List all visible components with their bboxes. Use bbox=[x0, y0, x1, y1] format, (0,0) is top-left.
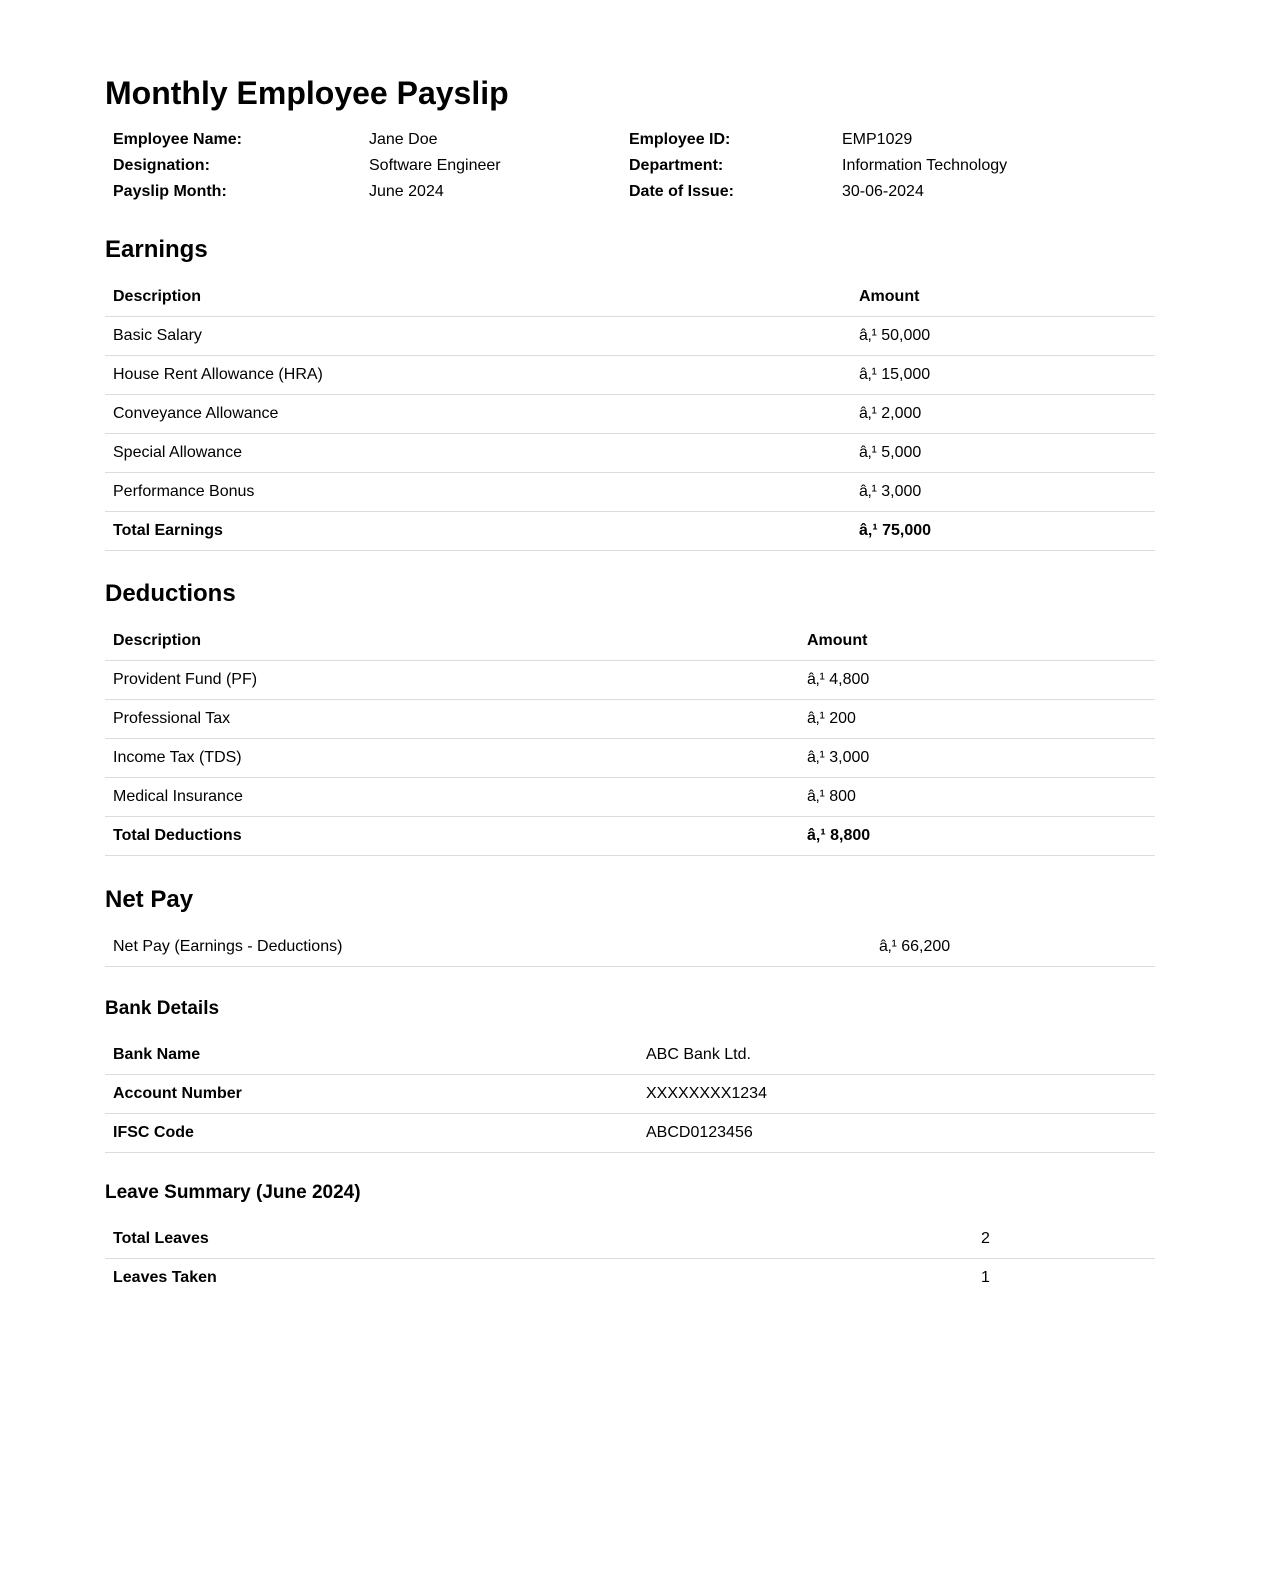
table-row bbox=[105, 739, 1155, 778]
employee-id-label: Employee ID: bbox=[629, 131, 731, 148]
row-amount: â‚¹ 800 bbox=[807, 788, 856, 805]
net-pay-heading: Net Pay bbox=[105, 886, 194, 913]
account-number-value: XXXXXXXX1234 bbox=[646, 1085, 767, 1102]
row-amount: â‚¹ 3,000 bbox=[807, 749, 870, 766]
total-leaves-label: Total Leaves bbox=[113, 1230, 209, 1247]
amount-header: Amount bbox=[807, 632, 868, 649]
info-row bbox=[105, 128, 1155, 154]
bank-name-label: Bank Name bbox=[113, 1046, 201, 1063]
total-deductions-label: Total Deductions bbox=[113, 827, 242, 844]
employee-name-label: Employee Name: bbox=[113, 131, 242, 148]
designation-value: Software Engineer bbox=[369, 157, 501, 174]
date-of-issue-value: 30-06-2024 bbox=[842, 183, 924, 200]
table-header-row bbox=[105, 278, 1155, 317]
table-row bbox=[105, 1075, 1155, 1114]
payslip-month-value: June 2024 bbox=[369, 183, 444, 200]
bank-name-value: ABC Bank Ltd. bbox=[646, 1046, 751, 1063]
leave-summary-table bbox=[105, 1220, 1155, 1298]
total-row bbox=[105, 512, 1155, 551]
page-title: Monthly Employee Payslip bbox=[105, 75, 509, 111]
description-header: Description bbox=[113, 288, 202, 305]
row-amount: â‚¹ 2,000 bbox=[859, 405, 922, 422]
earnings-table bbox=[105, 278, 1155, 551]
department-label: Department: bbox=[629, 157, 724, 174]
bank-details-heading: Bank Details bbox=[105, 998, 220, 1019]
total-leaves-value: 2 bbox=[981, 1230, 990, 1247]
table-row bbox=[105, 356, 1155, 395]
row-amount: â‚¹ 50,000 bbox=[859, 327, 931, 344]
row-description: Special Allowance bbox=[113, 444, 242, 461]
department-value: Information Technology bbox=[842, 157, 1008, 174]
employee-name-value: Jane Doe bbox=[369, 131, 438, 148]
row-description: House Rent Allowance (HRA) bbox=[113, 366, 323, 383]
table-row bbox=[105, 1036, 1155, 1075]
amount-header: Amount bbox=[859, 288, 920, 305]
row-description: Conveyance Allowance bbox=[113, 405, 279, 422]
deductions-table bbox=[105, 622, 1155, 856]
leave-summary-heading: Leave Summary (June 2024) bbox=[105, 1182, 361, 1203]
earnings-heading: Earnings bbox=[105, 236, 208, 263]
total-earnings-value: â‚¹ 75,000 bbox=[859, 522, 932, 539]
row-description: Professional Tax bbox=[113, 710, 231, 727]
table-row bbox=[105, 473, 1155, 512]
deductions-heading: Deductions bbox=[105, 580, 236, 607]
row-description: Basic Salary bbox=[113, 327, 202, 344]
table-row bbox=[105, 661, 1155, 700]
row-amount: â‚¹ 3,000 bbox=[859, 483, 922, 500]
info-row bbox=[105, 154, 1155, 180]
account-number-label: Account Number bbox=[113, 1085, 242, 1102]
table-row bbox=[105, 434, 1155, 473]
bank-details-table bbox=[105, 1036, 1155, 1153]
total-row bbox=[105, 817, 1155, 856]
designation-label: Designation: bbox=[113, 157, 210, 174]
total-earnings-label: Total Earnings bbox=[113, 522, 223, 539]
table-row bbox=[105, 778, 1155, 817]
table-row bbox=[105, 395, 1155, 434]
net-pay-table bbox=[105, 928, 1155, 967]
total-deductions-value: â‚¹ 8,800 bbox=[807, 827, 871, 844]
row-amount: â‚¹ 200 bbox=[807, 710, 856, 727]
net-pay-value: â‚¹ 66,200 bbox=[879, 938, 951, 955]
table-row bbox=[105, 700, 1155, 739]
ifsc-code-value: ABCD0123456 bbox=[646, 1124, 753, 1141]
table-row bbox=[105, 1220, 1155, 1259]
employee-info bbox=[105, 128, 1155, 206]
row-amount: â‚¹ 15,000 bbox=[859, 366, 931, 383]
description-header: Description bbox=[113, 632, 202, 649]
row-description: Medical Insurance bbox=[113, 788, 243, 805]
row-description: Provident Fund (PF) bbox=[113, 671, 258, 688]
table-row bbox=[105, 1114, 1155, 1153]
leaves-taken-label: Leaves Taken bbox=[113, 1269, 217, 1286]
ifsc-code-label: IFSC Code bbox=[113, 1124, 194, 1141]
table-row bbox=[105, 317, 1155, 356]
net-pay-label: Net Pay (Earnings - Deductions) bbox=[113, 938, 343, 955]
row-description: Performance Bonus bbox=[113, 483, 255, 500]
row-amount: â‚¹ 4,800 bbox=[807, 671, 870, 688]
date-of-issue-label: Date of Issue: bbox=[629, 183, 734, 200]
table-row bbox=[105, 928, 1155, 967]
leaves-taken-value: 1 bbox=[981, 1269, 990, 1286]
row-amount: â‚¹ 5,000 bbox=[859, 444, 922, 461]
info-row bbox=[105, 180, 1155, 206]
employee-id-value: EMP1029 bbox=[842, 131, 913, 148]
table-row bbox=[105, 1259, 1155, 1298]
payslip-month-label: Payslip Month: bbox=[113, 183, 227, 200]
table-header-row bbox=[105, 622, 1155, 661]
row-description: Income Tax (TDS) bbox=[113, 749, 242, 766]
